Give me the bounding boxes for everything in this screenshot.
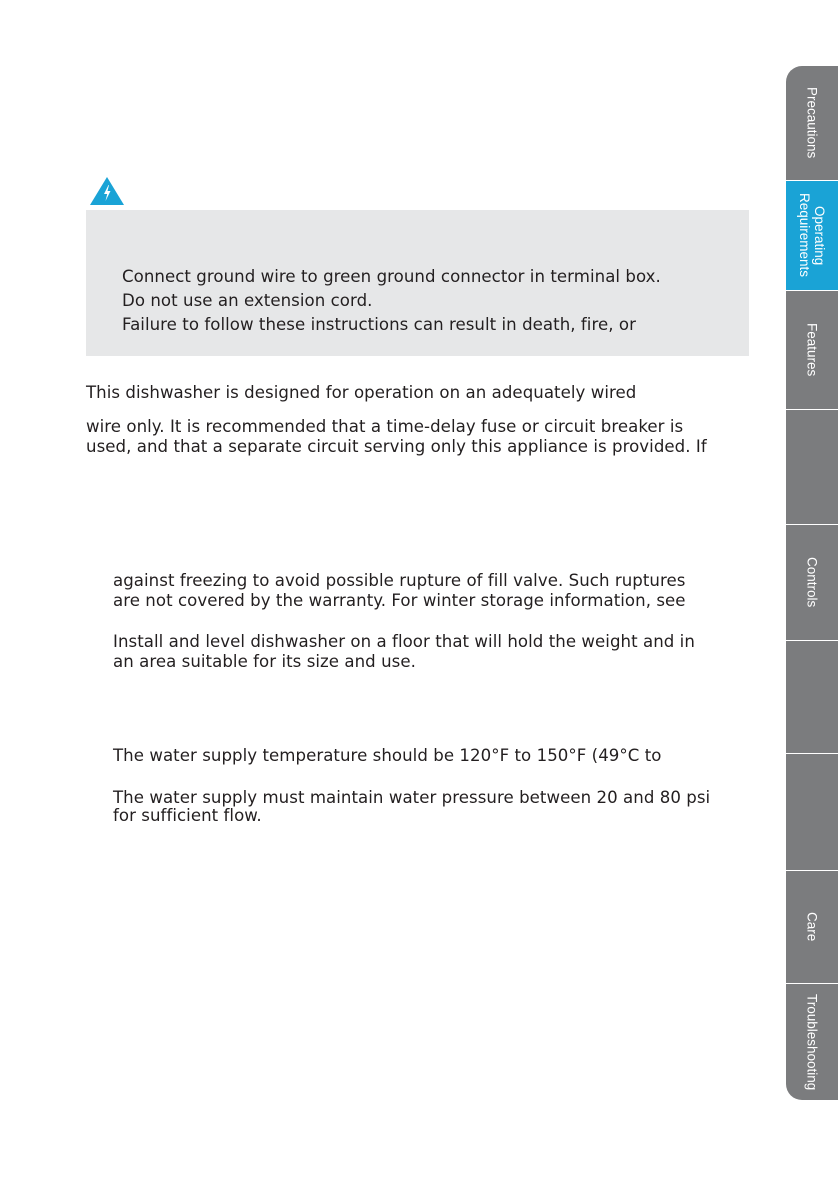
body-line: for sufficient flow. — [113, 806, 262, 825]
tab-blank-3[interactable] — [786, 754, 838, 871]
body-line: wire only. It is recommended that a time-delay fuse or circuit breaker is — [86, 417, 684, 436]
body-line: are not covered by the warranty. For winter storage information, see — [113, 591, 686, 610]
tab-label: Controls — [804, 557, 820, 608]
tab-label: Features — [804, 323, 820, 377]
tab-label: Troubleshooting — [804, 993, 820, 1091]
body-line: an area suitable for its size and use. — [113, 652, 416, 671]
tab-precautions[interactable] — [786, 66, 838, 181]
tab-blank-2[interactable] — [786, 641, 838, 754]
warning-line: Connect ground wire to green ground connector in terminal box. — [122, 267, 661, 286]
tab-label: Care — [804, 912, 820, 942]
tab-label: Operating Requirements — [797, 193, 827, 278]
body-line: The water supply temperature should be 120°F to 150°F (49°C to — [113, 746, 662, 765]
warning-line: Do not use an extension cord. — [122, 291, 373, 310]
body-line: against freezing to avoid possible rupture of fill valve. Such ruptures — [113, 571, 686, 590]
tab-features[interactable] — [786, 291, 838, 410]
section-tabs — [786, 66, 838, 1100]
body-line: This dishwasher is designed for operation on an adequately wired — [86, 383, 637, 402]
tab-troubleshooting[interactable] — [786, 984, 838, 1100]
body-line: The water supply must maintain water pressure between 20 and 80 psi — [113, 788, 711, 807]
body-line: used, and that a separate circuit serving only this appliance is provided. If — [86, 437, 707, 456]
tab-care[interactable] — [786, 871, 838, 984]
tab-blank-1[interactable] — [786, 410, 838, 525]
body-line: Install and level dishwasher on a floor that will hold the weight and in — [113, 632, 695, 651]
tab-controls[interactable] — [786, 525, 838, 641]
electrical-hazard-icon — [89, 176, 125, 206]
tab-label: Precautions — [804, 87, 820, 159]
warning-line: Failure to follow these instructions can result in death, fire, or — [122, 315, 636, 334]
tab-operating-requirements[interactable] — [786, 181, 838, 291]
